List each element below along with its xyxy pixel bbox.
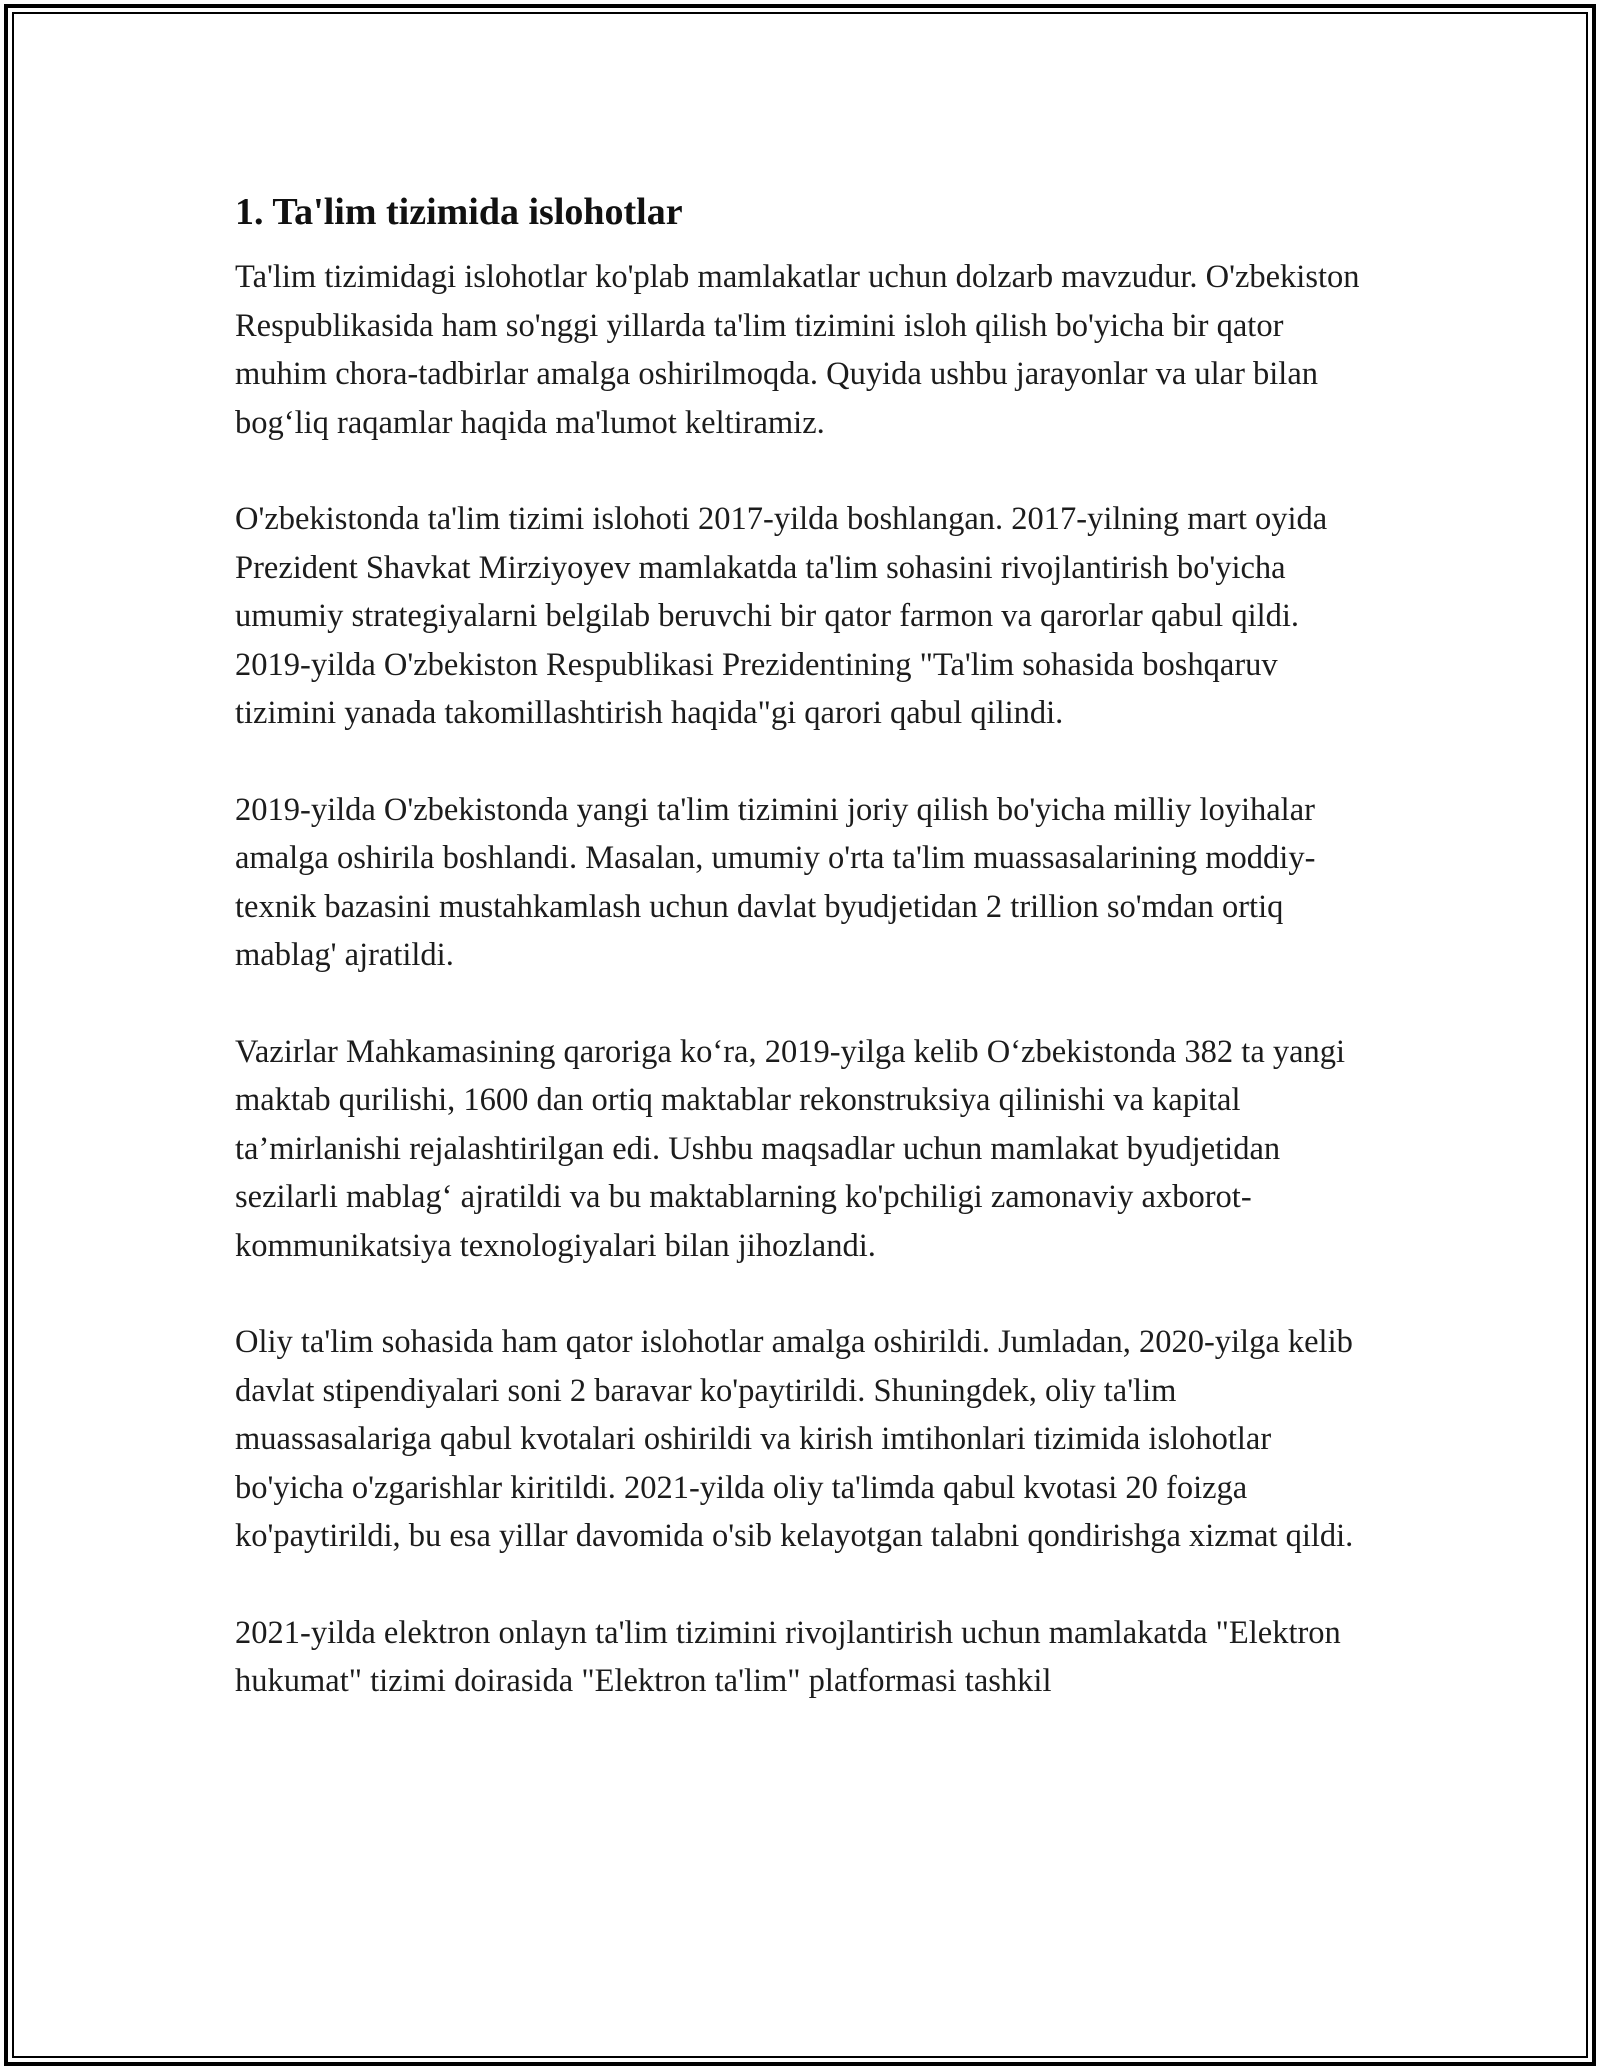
paragraph-intro: Ta'lim tizimidagi islohotlar ko'plab mamlakatlar uchun dolzarb mavzudur. O'zbekiston Respublikasida ham so'nggi yillarda ta'lim tizimini isloh qilish bo'yicha bir qator muhim chora-tadbirlar amalga oshirilmoqda. Quyida ushbu jarayonlar va ular bilan bog‘liq raqamlar haqida ma'lumot keltiramiz.: [235, 259, 1360, 441]
document-body: [235, 185, 1375, 1754]
paragraph-higher-education: Oliy ta'lim sohasida ham qator islohotlar amalga oshirildi. Jumladan, 2020-yilga kelib davlat stipendiyalari soni 2 baravar ko'paytirildi. Shuningdek, oliy ta'lim muassasalariga qabul kvotalari oshirildi va kirish imtihonlari tizimida islohotlar bo'yicha o'zgarishlar kiritildi. 2021-yilda oliy ta'limda qabul kvotasi 20 foizga ko'paytirildi, bu esa yillar davomida o'sib kelayotgan talabni qondirishga xizmat qildi.: [235, 1324, 1354, 1554]
paragraph-national-projects: 2019-yilda O'zbekistonda yangi ta'lim tizimini joriy qilish bo'yicha milliy loyihalar amalga oshirila boshlandi. Masalan, umumiy o'rta ta'lim muassasalarining moddiy-texnik bazasini mustahkamlash uchun davlat byudjetidan 2 trillion so'mdan ortiq mablag' ajratildi.: [235, 791, 1316, 973]
paragraph-reform-start: O'zbekistonda ta'lim tizimi islohoti 2017-yilda boshlangan. 2017-yilning mart oyida Prezident Shavkat Mirziyoyev mamlakatda ta'lim sohasini rivojlantirish bo'yicha umumiy strategiyalarni belgilab beruvchi bir qator farmon va qarorlar qabul qildi. 2019-yilda O'zbekiston Respublikasi Prezidentining "Ta'lim sohasida boshqaruv tizimini yanada takomillashtirish haqida"gi qarori qabul qilindi.: [235, 501, 1328, 731]
section-heading: 1. Ta'lim tizimida islohotlar: [235, 191, 683, 233]
paragraph-school-construction: Vazirlar Mahkamasining qaroriga ko‘ra, 2019-yilga kelib O‘zbekistonda 382 ta yangi maktab qurilishi, 1600 dan ortiq maktablar rekonstruksiya qilinishi va kapital ta’mirlanishi rejalashtirilgan edi. Ushbu maqsadlar uchun mamlakat byudjetidan sezilarli mablag‘ ajratildi va bu maktablarning ko'pchiligi zamonaviy axborot-kommunikatsiya texnologiyalari bilan jihozlandi.: [235, 1033, 1346, 1264]
paragraph-e-learning: 2021-yilda elektron onlayn ta'lim tizimini rivojlantirish uchun mamlakatda "Elektron hukumat" tizimi doirasida "Elektron ta'lim" platformasi tashkil: [235, 1614, 1341, 1699]
